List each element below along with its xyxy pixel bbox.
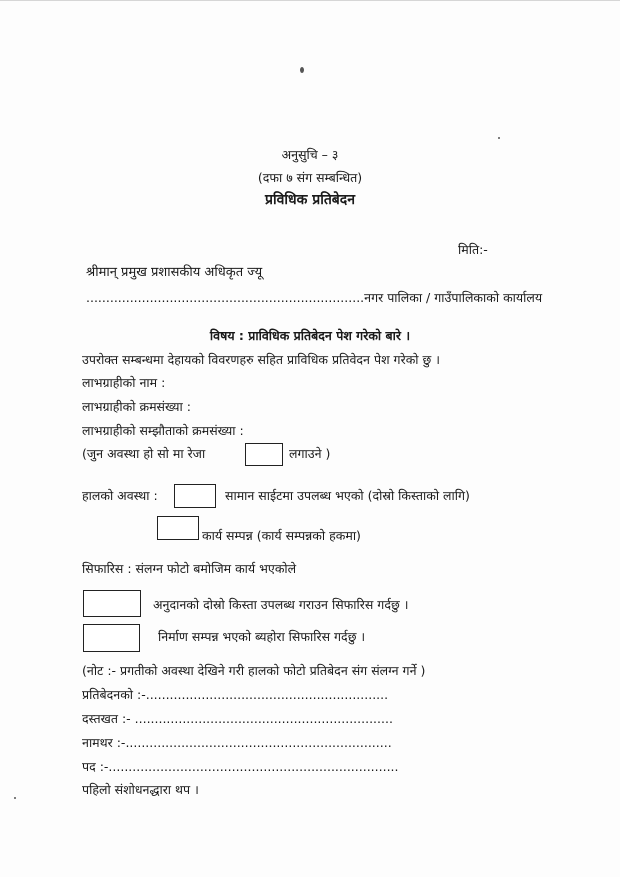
status-option-material: सामान साईटमा उपलब्ध भएको (दोस्रो किस्ताको लागि) [225, 488, 470, 503]
status-label: हालको अवस्था : [82, 488, 158, 503]
schedule-number: अनुसुचि – ३ [281, 147, 339, 162]
agreement-serial-label: लाभग्राहीको सम्झौताको क्रमसंख्या : [82, 423, 244, 438]
reporter-line: प्रतिबेदनको :-............................................................. [82, 687, 389, 702]
tick-sample-box [245, 443, 283, 466]
scan-speck [498, 137, 500, 139]
addressee: श्रीमान् प्रमुख प्रशासकीय अधिकृत ज्यू [86, 265, 263, 280]
intro-text: उपरोक्त सम्बन्धमा देहायको विवरणहरु सहित प्राविधिक प्रतिवेदन पेश गरेको छु । [82, 352, 440, 367]
amendment-note: पहिलो संशोधनद्धारा थप । [82, 782, 199, 797]
status-option-completed: कार्य सम्पन्न (कार्य सम्पन्नको हकमा) [202, 528, 361, 543]
date-label: मिति:- [458, 242, 488, 257]
beneficiary-serial-label: लाभग्राहीको क्रमसंख्या : [82, 399, 191, 414]
signature-line: दस्तखत :- ................................................................. [82, 711, 393, 726]
recommendation-checkbox-completed[interactable] [83, 624, 140, 652]
recommendation-checkbox-installment[interactable] [83, 590, 141, 617]
office-line: ......................................................................नगर पालिका / गाउँपालिकाको कार्यालय [86, 290, 543, 305]
scan-speck [300, 67, 304, 73]
note-text: (नोट :- प्रगतीको अवस्था देखिने गरी हालको फोटो प्रतिबेदन संग संलग्न गर्ने ) [82, 663, 426, 678]
recommendation-option-installment: अनुदानको दोस्रो किस्ता उपलब्ध गराउन सिफारिस गर्दछु । [153, 597, 409, 612]
beneficiary-name-label: लाभग्राहीको नाम : [82, 375, 166, 390]
instruction-text-end: लगाउने ) [289, 446, 331, 461]
page-title: प्रविधिक प्रतिबेदन [264, 192, 355, 208]
recommendation-label: सिफारिस : संलग्न फोटो बमोजिम कार्य भएकोले [82, 561, 297, 576]
subject-line: विषय : प्राविधिक प्रतिबेदन पेश गरेको बारे । [209, 328, 411, 343]
clause-reference: (दफा ७ संग सम्बन्धित) [257, 170, 363, 185]
scan-speck [14, 797, 16, 799]
status-checkbox-completed[interactable] [157, 516, 199, 540]
status-checkbox-material[interactable] [174, 484, 216, 508]
post-line: पद :-......................................................................... [82, 759, 399, 774]
instruction-text: (जुन अवस्था हो सो मा रेजा [82, 446, 206, 461]
recommendation-option-completed: निर्माण सम्पन्न भएको ब्यहोरा सिफारिस गर्दछु । [158, 629, 366, 644]
name-line: नामथर :-................................................................... [82, 735, 392, 750]
